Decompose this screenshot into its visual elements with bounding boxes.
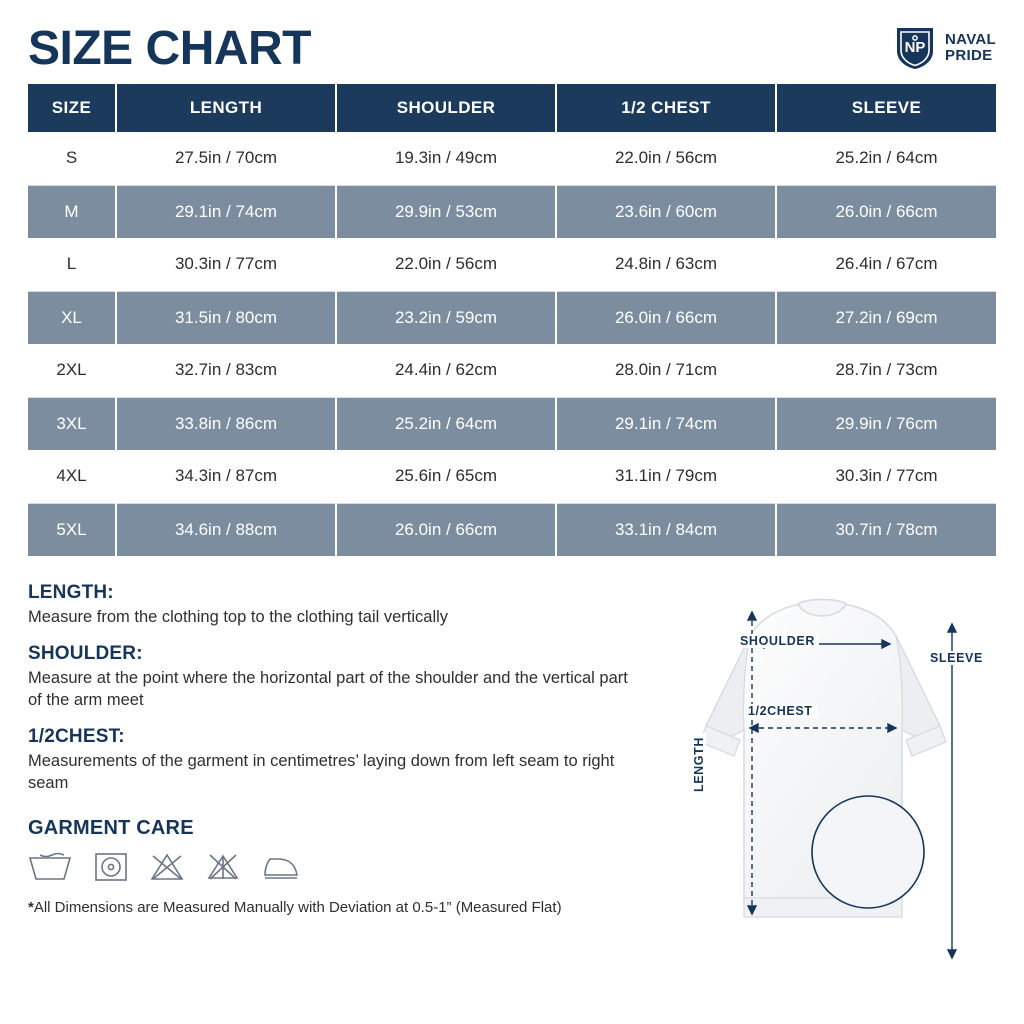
cell-half-chest: 23.6in / 60cm xyxy=(556,185,776,238)
cell-length: 34.3in / 87cm xyxy=(116,450,336,503)
diagram-label-sleeve: SLEEVE xyxy=(926,651,987,665)
table-row xyxy=(28,291,996,344)
cell-sleeve: 26.4in / 67cm xyxy=(776,238,996,291)
cell-half-chest: 22.0in / 56cm xyxy=(556,132,776,185)
cell-size: XL xyxy=(28,291,116,344)
cell-length: 30.3in / 77cm xyxy=(116,238,336,291)
cell-size: 3XL xyxy=(28,397,116,450)
table-row xyxy=(28,132,996,185)
cell-size: 2XL xyxy=(28,344,116,397)
cell-half-chest: 24.8in / 63cm xyxy=(556,238,776,291)
lower-section xyxy=(28,582,996,976)
size-table xyxy=(28,84,996,556)
definition-term-shoulder: SHOULDER: xyxy=(28,642,143,664)
column-header-half-chest: 1/2 CHEST xyxy=(556,84,776,132)
tumble-dry-icon xyxy=(94,852,128,882)
footnote-star: * xyxy=(28,898,34,916)
hand-wash-icon xyxy=(28,852,72,882)
cell-length: 34.6in / 88cm xyxy=(116,503,336,556)
cell-shoulder: 24.4in / 62cm xyxy=(336,344,556,397)
cell-shoulder: 29.9in / 53cm xyxy=(336,185,556,238)
footnote xyxy=(28,898,640,918)
cell-length: 31.5in / 80cm xyxy=(116,291,336,344)
garment-care-icons xyxy=(28,852,640,882)
diagram-label-length: LENGTH xyxy=(692,733,706,796)
cell-half-chest: 28.0in / 71cm xyxy=(556,344,776,397)
table-header-row xyxy=(28,84,996,132)
cell-length: 29.1in / 74cm xyxy=(116,185,336,238)
column-header-length: LENGTH xyxy=(116,84,336,132)
page-header xyxy=(28,0,996,84)
shield-anchor-icon xyxy=(894,25,936,71)
cell-sleeve: 28.7in / 73cm xyxy=(776,344,996,397)
cell-shoulder: 19.3in / 49cm xyxy=(336,132,556,185)
cell-sleeve: 29.9in / 76cm xyxy=(776,397,996,450)
cell-size: S xyxy=(28,132,116,185)
cell-length: 27.5in / 70cm xyxy=(116,132,336,185)
table-row xyxy=(28,344,996,397)
page-title: SIZE CHART xyxy=(28,21,311,75)
footnote-text: All Dimensions are Measured Manually with Deviation at 0.5-1” (Measured Flat) xyxy=(33,898,562,916)
do-not-dry-clean-icon xyxy=(206,852,240,882)
brand-name-line2: PRIDE xyxy=(945,47,993,64)
cell-shoulder: 23.2in / 59cm xyxy=(336,291,556,344)
measurement-instructions xyxy=(28,582,640,976)
cell-sleeve: 25.2in / 64cm xyxy=(776,132,996,185)
diagram-label-half-chest: 1/2CHEST xyxy=(744,704,817,718)
cell-sleeve: 27.2in / 69cm xyxy=(776,291,996,344)
table-row xyxy=(28,503,996,556)
definition-text-half-chest: Measurements of the garment in centimetres’ laying down from left seam to right seam xyxy=(28,751,615,792)
brand-logo xyxy=(894,25,996,71)
iron-icon xyxy=(262,853,300,881)
cell-size: 4XL xyxy=(28,450,116,503)
cell-size: M xyxy=(28,185,116,238)
cell-shoulder: 26.0in / 66cm xyxy=(336,503,556,556)
cell-half-chest: 31.1in / 79cm xyxy=(556,450,776,503)
cell-half-chest: 26.0in / 66cm xyxy=(556,291,776,344)
column-header-sleeve: SLEEVE xyxy=(776,84,996,132)
cell-size: L xyxy=(28,238,116,291)
cell-sleeve: 30.3in / 77cm xyxy=(776,450,996,503)
cell-shoulder: 25.2in / 64cm xyxy=(336,397,556,450)
column-header-size: SIZE xyxy=(28,84,116,132)
cell-half-chest: 29.1in / 74cm xyxy=(556,397,776,450)
svg-text:NP: NP xyxy=(904,39,926,56)
column-header-shoulder: SHOULDER xyxy=(336,84,556,132)
brand-name-line1: NAVAL xyxy=(945,30,996,48)
table-row xyxy=(28,238,996,291)
table-row xyxy=(28,397,996,450)
definition-text-length: Measure from the clothing top to the clothing tail vertically xyxy=(28,608,449,626)
cell-shoulder: 22.0in / 56cm xyxy=(336,238,556,291)
cell-length: 32.7in / 83cm xyxy=(116,344,336,397)
table-row xyxy=(28,450,996,503)
cell-half-chest: 33.1in / 84cm xyxy=(556,503,776,556)
definition-term-length: LENGTH: xyxy=(28,582,114,603)
table-row xyxy=(28,185,996,238)
garment-diagram xyxy=(640,576,996,976)
cell-size: 5XL xyxy=(28,503,116,556)
definition-text-shoulder: Measure at the point where the horizontal part of the shoulder and the vertical part of the arm meet xyxy=(28,668,628,709)
cell-sleeve: 26.0in / 66cm xyxy=(776,185,996,238)
cell-length: 33.8in / 86cm xyxy=(116,397,336,450)
brand-name xyxy=(945,32,996,65)
definition-term-half-chest: 1/2CHEST: xyxy=(28,725,125,747)
cell-sleeve: 30.7in / 78cm xyxy=(776,503,996,556)
cell-shoulder: 25.6in / 65cm xyxy=(336,450,556,503)
diagram-label-shoulder: SHOULDER xyxy=(736,634,819,648)
do-not-bleach-icon xyxy=(150,852,184,882)
garment-care-title: GARMENT CARE xyxy=(28,816,194,839)
